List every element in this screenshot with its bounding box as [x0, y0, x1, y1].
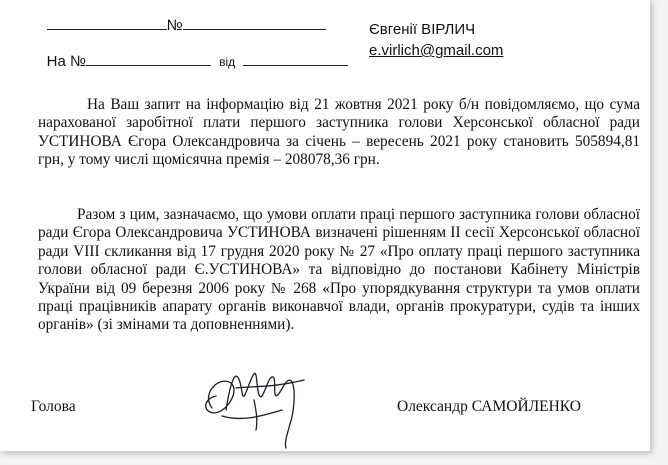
addressee-block: [369, 20, 503, 61]
body-paragraph-2: Разом з цим, зазначаємо, що умови оплати праці першого заступника голови обласної ради Єгора Олександровича УСТИНОВА визначені рішенням ІІ сесії Херсонської обласної ради VIII скликання від 17 грудня 2020 року № 27 «Про оплату праці першого заступника голови обласної ради Є.УСТИНОВА» та відповідно до постанови Кабінету Міністрів України від 09 березня 2006 року № 268 «Про упорядкування структури та умов оплати праці працівників апарату органів виконавчої влади, органів прокуратури, судів та інших органів» (зі змінами та доповненнями).: [38, 206, 640, 334]
number-sign: №: [166, 17, 183, 34]
handwritten-signature: [192, 352, 322, 452]
signatory-name: Олександр САМОЙЛЕНКО: [397, 398, 581, 415]
body-paragraph-1: На Ваш запит на інформацію від 21 жовтня 2021 року б/н повідомляємо, що сума нарахованої заробітної плати першого заступника голови Херсонської обласної ради УСТИНОВА Єгора Олександровича за січень – вересень 2021 року становить 505894,81 грн, у тому числі щомісячна премія – 208078,36 грн.: [38, 96, 640, 169]
incoming-number-blank: [86, 53, 211, 66]
addressee-email[interactable]: e.virlich@gmail.com: [369, 42, 504, 59]
outgoing-date-blank: [183, 17, 326, 30]
incoming-ref-line: [30, 38, 348, 84]
incoming-date-blank: [243, 53, 348, 66]
ref-from-label: від: [219, 55, 236, 69]
addressee-name: Євгенії ВІРЛИЧ: [369, 21, 476, 38]
outgoing-number-blank: [47, 17, 167, 30]
position-title: Голова: [31, 398, 76, 415]
ref-prefix: На №: [46, 53, 87, 70]
